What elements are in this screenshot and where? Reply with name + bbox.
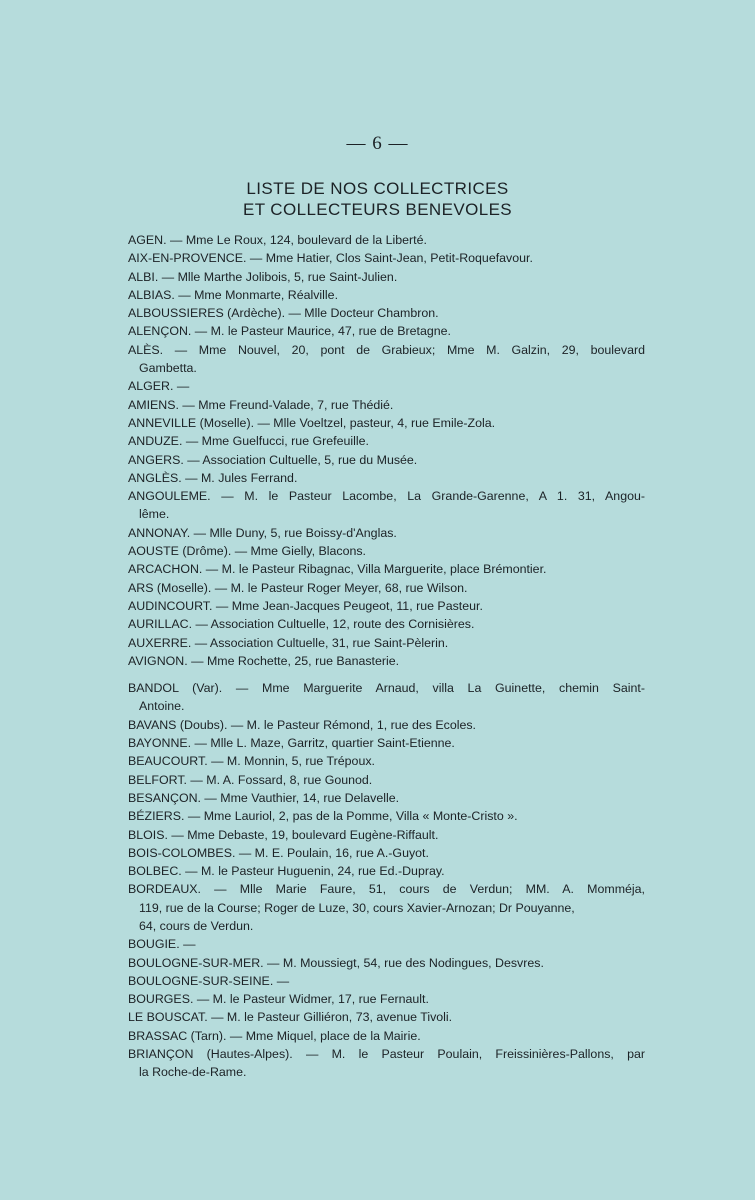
entry-line: ALENÇON. — M. le Pasteur Maurice, 47, rue de Bretagne.	[128, 324, 451, 339]
entry-line: BOULOGNE-SUR-SEINE. —	[128, 973, 290, 988]
entry-line: BANDOL (Var). — Mme Marguerite Arnaud, villa La Guinette, chemin Saint-	[128, 681, 645, 696]
list-item	[128, 615, 645, 633]
list-item	[128, 652, 645, 670]
entry-line: ANNONAY. — Mlle Duny, 5, rue Boissy-d'Anglas.	[128, 525, 397, 540]
list-item	[128, 268, 645, 286]
list-item	[128, 990, 645, 1008]
entry-line: ANGLÈS. — M. Jules Ferrand.	[128, 470, 298, 485]
list-item	[128, 231, 645, 249]
entry-line: ARS (Moselle). — M. le Pasteur Roger Meyer, 68, rue Wilson.	[128, 580, 468, 595]
list-item	[128, 716, 645, 734]
list-item	[128, 844, 645, 862]
list-item	[128, 679, 645, 716]
entry-line: BORDEAUX. — Mlle Marie Faure, 51, cours de Verdun; MM. A. Momméja,	[128, 882, 645, 897]
entry-line: ANDUZE. — Mme Guelfucci, rue Grefeuille.	[128, 434, 369, 449]
list-item	[128, 972, 645, 990]
entry-line: AURILLAC. — Association Cultuelle, 12, route des Cornisières.	[128, 617, 475, 632]
entry-line: BAYONNE. — Mlle L. Maze, Garritz, quartier Saint-Etienne.	[128, 736, 455, 751]
list-item	[128, 414, 645, 432]
entry-line: ANGOULEME. — M. le Pasteur Lacombe, La Grande-Garenne, A 1. 31, Angou-	[128, 489, 645, 504]
entry-line: ALÈS. — Mme Nouvel, 20, pont de Grabieux; Mme M. Galzin, 29, boulevard	[128, 342, 645, 357]
entry-line: AVIGNON. — Mme Rochette, 25, rue Banasterie.	[128, 653, 400, 668]
list-item	[128, 469, 645, 487]
entry-line: AUDINCOURT. — Mme Jean-Jacques Peugeot, 11, rue Pasteur.	[128, 598, 483, 613]
list-item	[128, 954, 645, 972]
entry-line: ALBI. — Mlle Marthe Jolibois, 5, rue Saint-Julien.	[128, 269, 398, 284]
entry-line: BRASSAC (Tarn). — Mme Miquel, place de la Mairie.	[128, 1028, 421, 1043]
list-item	[128, 597, 645, 615]
title-line-2: ET COLLECTEURS BENEVOLES	[242, 200, 513, 219]
list-item	[128, 807, 645, 825]
entry-line: ALBIAS. — Mme Monmarte, Réalville.	[128, 287, 339, 302]
list-item	[128, 634, 645, 652]
title-line-1: LISTE DE NOS COLLECTRICES	[246, 179, 509, 198]
list-item	[128, 249, 645, 267]
entry-line: BESANÇON. — Mme Vauthier, 14, rue Delavelle.	[128, 790, 400, 805]
list-item	[128, 826, 645, 844]
list-item	[128, 1008, 645, 1026]
list-item	[128, 286, 645, 304]
list-item	[128, 451, 645, 469]
entry-line: ALGER. —	[128, 379, 190, 394]
entry-line: BELFORT. — M. A. Fossard, 8, rue Gounod.	[128, 772, 373, 787]
list-item	[128, 752, 645, 770]
entry-line: BOLBEC. — M. le Pasteur Huguenin, 24, rue Ed.-Dupray.	[128, 864, 445, 879]
entry-line: BOIS-COLOMBES. — M. E. Poulain, 16, rue A.-Guyot.	[128, 845, 429, 860]
list-item	[128, 880, 645, 935]
entry-line: AIX-EN-PROVENCE. — Mme Hatier, Clos Saint-Jean, Petit-Roquefavour.	[128, 251, 533, 266]
entry-continuation: la Roche-de-Rame.	[139, 1065, 247, 1080]
list-item	[128, 579, 645, 597]
list-item	[128, 1027, 645, 1045]
collectors-list	[128, 231, 645, 1082]
page-number: — 6 —	[346, 133, 409, 154]
entry-line: BÉZIERS. — Mme Lauriol, 2, pas de la Pomme, Villa « Monte-Cristo ».	[128, 809, 518, 824]
entry-line: ARCACHON. — M. le Pasteur Ribagnac, Villa Marguerite, place Brémontier.	[128, 562, 547, 577]
list-item	[128, 542, 645, 560]
entry-line: ALBOUSSIERES (Ardèche). — Mlle Docteur Chambron.	[128, 306, 439, 321]
entry-line: AGEN. — Mme Le Roux, 124, boulevard de la Liberté.	[128, 233, 427, 247]
list-item	[128, 734, 645, 752]
entry-continuation: 119, rue de la Course; Roger de Luze, 30, cours Xavier-Arnozan; Dr Pouyanne,	[139, 900, 575, 915]
entry-continuation: 64, cours de Verdun.	[139, 918, 254, 933]
list-item	[128, 487, 645, 524]
list-item	[128, 789, 645, 807]
entry-line: BRIANÇON (Hautes-Alpes). — M. le Pasteur Poulain, Freissinières-Pallons, par	[128, 1047, 645, 1062]
entry-line: BAVANS (Doubs). — M. le Pasteur Rémond, 1, rue des Ecoles.	[128, 717, 476, 732]
list-item	[128, 322, 645, 340]
entry-line: BOULOGNE-SUR-MER. — M. Moussiegt, 54, rue des Nodingues, Desvres.	[128, 955, 544, 970]
list-item	[128, 560, 645, 578]
list-item	[128, 524, 645, 542]
entry-line: AUXERRE. — Association Cultuelle, 31, rue Saint-Pèlerin.	[128, 635, 449, 650]
entry-line: BLOIS. — Mme Debaste, 19, boulevard Eugène-Riffault.	[128, 827, 439, 842]
entry-line: AOUSTE (Drôme). — Mme Gielly, Blacons.	[128, 544, 366, 559]
list-item	[128, 304, 645, 322]
list-item	[128, 341, 645, 378]
entry-continuation: lême.	[139, 507, 170, 522]
entry-line: BOUGIE. —	[128, 937, 196, 952]
entry-continuation: Gambetta.	[139, 361, 197, 376]
list-item	[128, 377, 645, 395]
list-item	[128, 432, 645, 450]
entry-line: BEAUCOURT. — M. Monnin, 5, rue Trépoux.	[128, 754, 375, 769]
list-item	[128, 1045, 645, 1082]
list-item	[128, 862, 645, 880]
page-title	[0, 178, 755, 220]
entry-continuation: Antoine.	[139, 699, 185, 714]
list-item	[128, 396, 645, 414]
entry-line: ANNEVILLE (Moselle). — Mlle Voeltzel, pasteur, 4, rue Emile-Zola.	[128, 415, 496, 430]
entry-line: AMIENS. — Mme Freund-Valade, 7, rue Thédié.	[128, 397, 394, 412]
entry-line: LE BOUSCAT. — M. le Pasteur Gilliéron, 73, avenue Tivoli.	[128, 1010, 453, 1025]
entry-line: BOURGES. — M. le Pasteur Widmer, 17, rue Fernault.	[128, 992, 429, 1007]
entry-line: ANGERS. — Association Cultuelle, 5, rue du Musée.	[128, 452, 418, 467]
list-item	[128, 771, 645, 789]
list-item	[128, 935, 645, 953]
